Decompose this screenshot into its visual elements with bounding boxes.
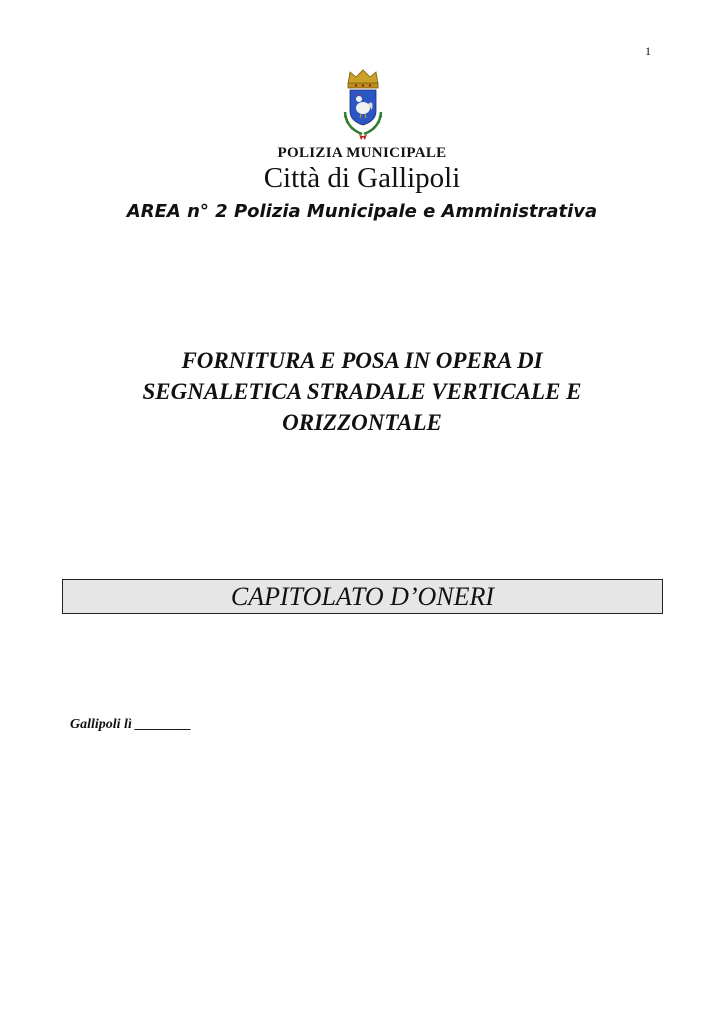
subject-line: SEGNALETICA STRADALE VERTICALE E <box>142 379 582 404</box>
area-name: AREA n° 2 Polizia Municipale e Amministrativa <box>126 201 598 222</box>
city-name: Città di Gallipoli <box>263 162 461 194</box>
document-title-box <box>62 579 663 614</box>
city-crest-icon <box>335 68 391 144</box>
subject-line: FORNITURA E POSA IN OPERA DI <box>181 348 543 373</box>
document-subject <box>80 345 644 438</box>
subject-line: ORIZZONTALE <box>282 410 442 435</box>
document-title: CAPITOLATO D’ONERI <box>230 581 495 611</box>
place-date-line: Gallipoli lì ________ <box>70 717 192 732</box>
department-name: POLIZIA MUNICIPALE <box>277 145 447 161</box>
page-number: 1 <box>645 44 651 58</box>
